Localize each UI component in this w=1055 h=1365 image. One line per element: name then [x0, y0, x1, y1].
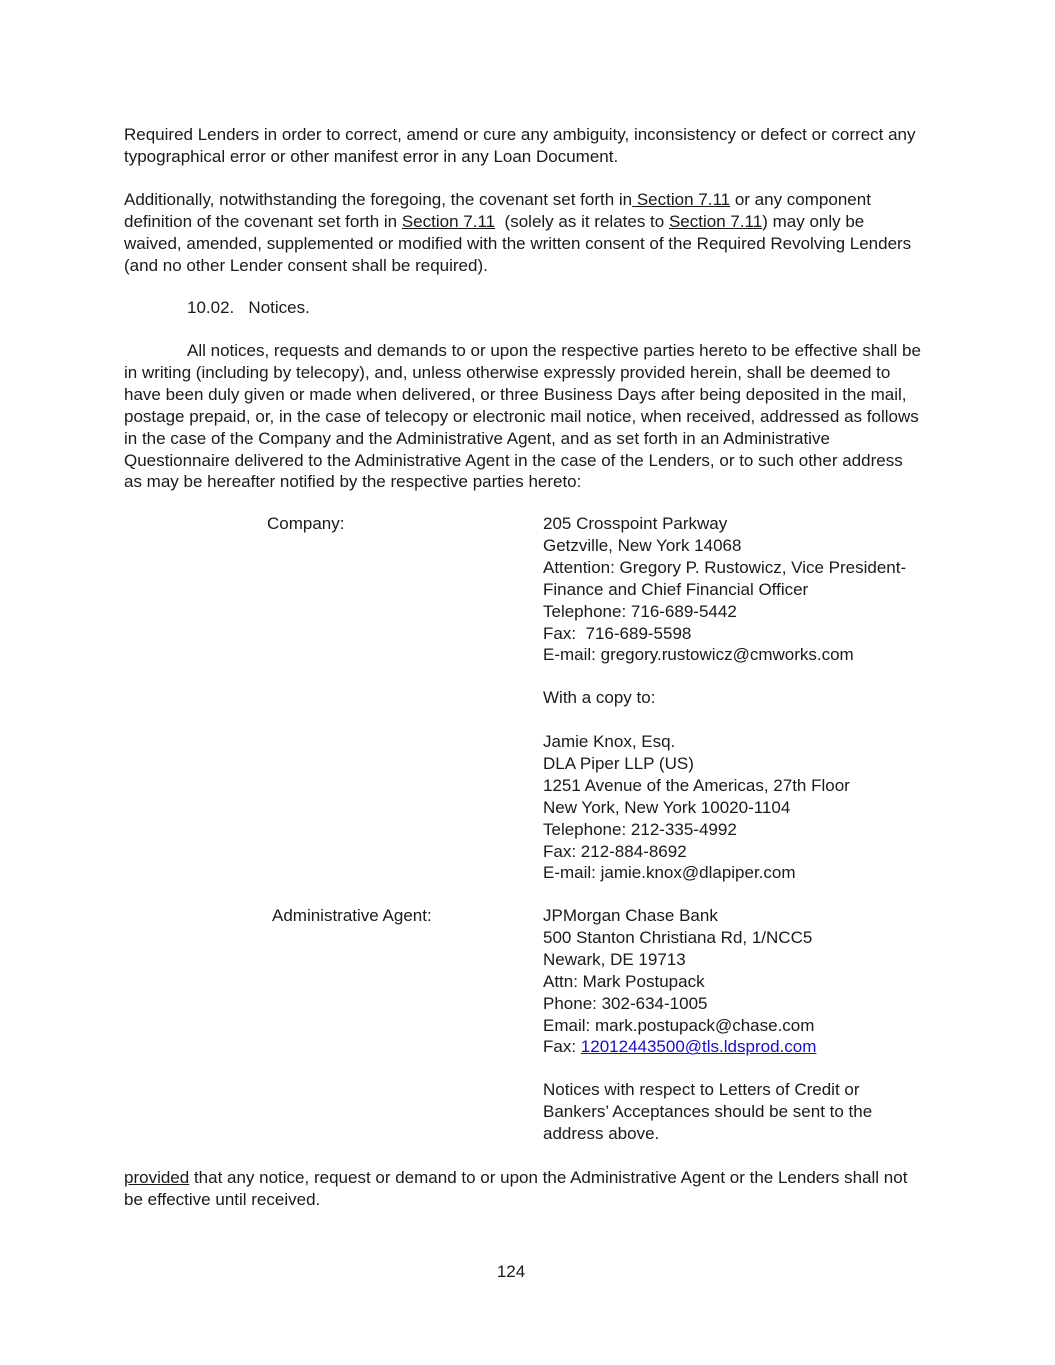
copy-address-block: [543, 731, 943, 884]
text-line: be effective until received.: [124, 1189, 321, 1209]
address-line: Attention: Gregory P. Rustowicz, Vice President-: [543, 557, 907, 577]
text-line: postage prepaid, or, in the case of telecopy or electronic mail notice, when received, addressed as follows: [124, 406, 919, 426]
section-heading-notices: 10.02. Notices.: [187, 298, 310, 317]
address-line: Fax: 212-884-8692: [543, 841, 687, 861]
section-reference: Section 7.11: [668, 211, 763, 231]
text-line: in the case of the Company and the Administrative Agent, and as set forth in an Administrative: [124, 428, 830, 448]
address-line: New York, New York 10020-1104: [543, 797, 791, 817]
address-line: E-mail: gregory.rustowicz@cmworks.com: [543, 645, 854, 665]
paragraph-covenant-waiver: [124, 189, 934, 277]
text-line: in writing (including by telecopy), and, unless otherwise expressly provided herein, shall be deemed to: [124, 362, 891, 382]
text-line: Questionnaire delivered to the Administrative Agent in the case of the Lenders, or to such other address: [124, 450, 903, 470]
section-reference: Section 7.11: [401, 211, 496, 231]
paragraph-amendment-continuation: [124, 124, 934, 168]
agent-address-block: [543, 905, 943, 1058]
text-line: have been duly given or made when delivered, or three Business Days after being deposited in the mail,: [124, 384, 907, 404]
provided-term: provided: [124, 1168, 190, 1187]
page-number: 124: [496, 1262, 526, 1281]
address-line: JPMorgan Chase Bank: [543, 906, 718, 925]
text-line: Notices with respect to Letters of Credit or: [543, 1080, 860, 1099]
address-line: Telephone: 716-689-5442: [543, 601, 737, 621]
company-address-block: [543, 513, 943, 666]
address-line: Telephone: 212-335-4992: [543, 819, 737, 839]
company-label: Company:: [267, 514, 345, 533]
address-line: Finance and Chief Financial Officer: [543, 579, 809, 599]
fax-email-link[interactable]: 12012443500@tls.ldsprod.com: [580, 1037, 817, 1057]
address-line: 500 Stanton Christiana Rd, 1/NCC5: [543, 927, 813, 947]
address-line: Newark, DE 19713: [543, 949, 686, 969]
text-line: definition of the covenant set forth in Section 7.11 (solely as it relates to Section 7.11) may only be: [124, 211, 865, 231]
address-line: Phone: 302-634-1005: [543, 993, 708, 1013]
text-line: (and no other Lender consent shall be required).: [124, 255, 488, 275]
address-line: Email: mark.postupack@chase.com: [543, 1015, 815, 1035]
address-line: E-mail: jamie.knox@dlapiper.com: [543, 863, 796, 883]
administrative-agent-label: Administrative Agent:: [272, 906, 432, 925]
address-line: 1251 Avenue of the Americas, 27th Floor: [543, 775, 850, 795]
section-reference: Section 7.11: [632, 190, 731, 209]
text-line: Required Lenders in order to correct, amend or cure any ambiguity, inconsistency or defect or correct any: [124, 125, 916, 144]
address-line: Jamie Knox, Esq.: [543, 732, 676, 751]
address-line: Fax: 716-689-5598: [543, 623, 692, 643]
text-line: provided that any notice, request or demand to or upon the Administrative Agent or the Lenders shall not: [124, 1168, 908, 1187]
text-line: typographical error or other manifest error in any Loan Document.: [124, 146, 619, 166]
paragraph-proviso: [124, 1167, 934, 1211]
text-line: Bankers’ Acceptances should be sent to the: [543, 1101, 873, 1121]
text-line: waived, amended, supplemented or modified with the written consent of the Required Revolving Lenders: [124, 233, 912, 253]
text-line: All notices, requests and demands to or upon the respective parties hereto to be effective shall be: [187, 341, 921, 360]
paragraph-notices: [124, 340, 934, 493]
text-line: address above.: [543, 1123, 660, 1143]
text-line: Additionally, notwithstanding the foregoing, the covenant set forth in Section 7.11 or any component: [124, 190, 871, 209]
address-line: Getzville, New York 14068: [543, 535, 742, 555]
address-line: Fax: 12012443500@tls.ldsprod.com: [543, 1037, 817, 1057]
text-line: as may be hereafter notified by the respective parties hereto:: [124, 472, 582, 492]
address-line: 205 Crosspoint Parkway: [543, 514, 728, 533]
address-line: DLA Piper LLP (US): [543, 753, 694, 773]
copy-to-label: With a copy to:: [543, 688, 656, 707]
letters-of-credit-notice: [543, 1079, 943, 1145]
address-line: Attn: Mark Postupack: [543, 971, 705, 991]
